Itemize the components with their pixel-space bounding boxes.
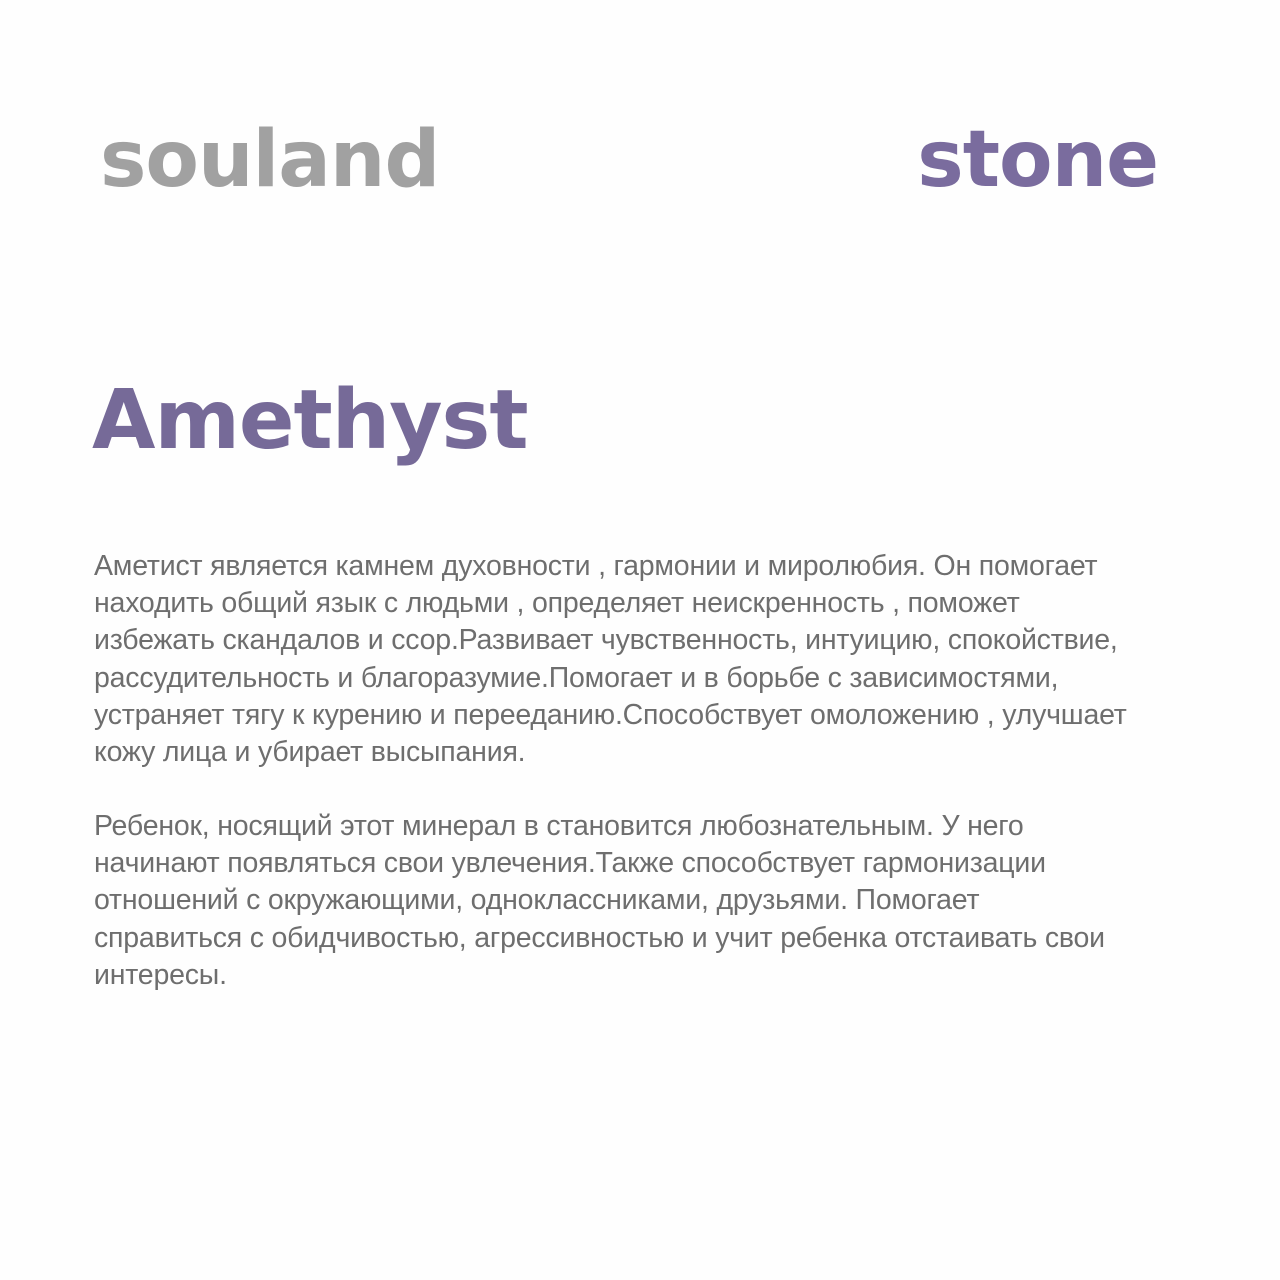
brand-stone: stone	[917, 115, 1158, 205]
brand-souland: souland	[100, 115, 440, 205]
page-title: Amethyst	[92, 373, 528, 468]
description-paragraph-2: Ребенок, носящий этот минерал в становится любознательным. У него начинают появляться свои увлечения.Также способствует гармонизации отношений с окружающими, одноклассниками, друзьями. Помогает справиться с обидчивостью, агрессивностью и учит ребенка отстаивать свои интересы.	[94, 810, 1105, 991]
description-paragraph-1: Аметист является камнем духовности , гармонии и миролюбия. Он помогает находить общий язык с людьми , определяет неискренность , поможет избежать скандалов и ссор.Развивает чувственность, интуицию, спокойствие, рассудительность и благоразумие.Помогает и в борьбе с зависимостями, устраняет тягу к курению и перееданию.Способствует омоложению , улучшает кожу лица и убирает высыпания.	[94, 550, 1127, 769]
